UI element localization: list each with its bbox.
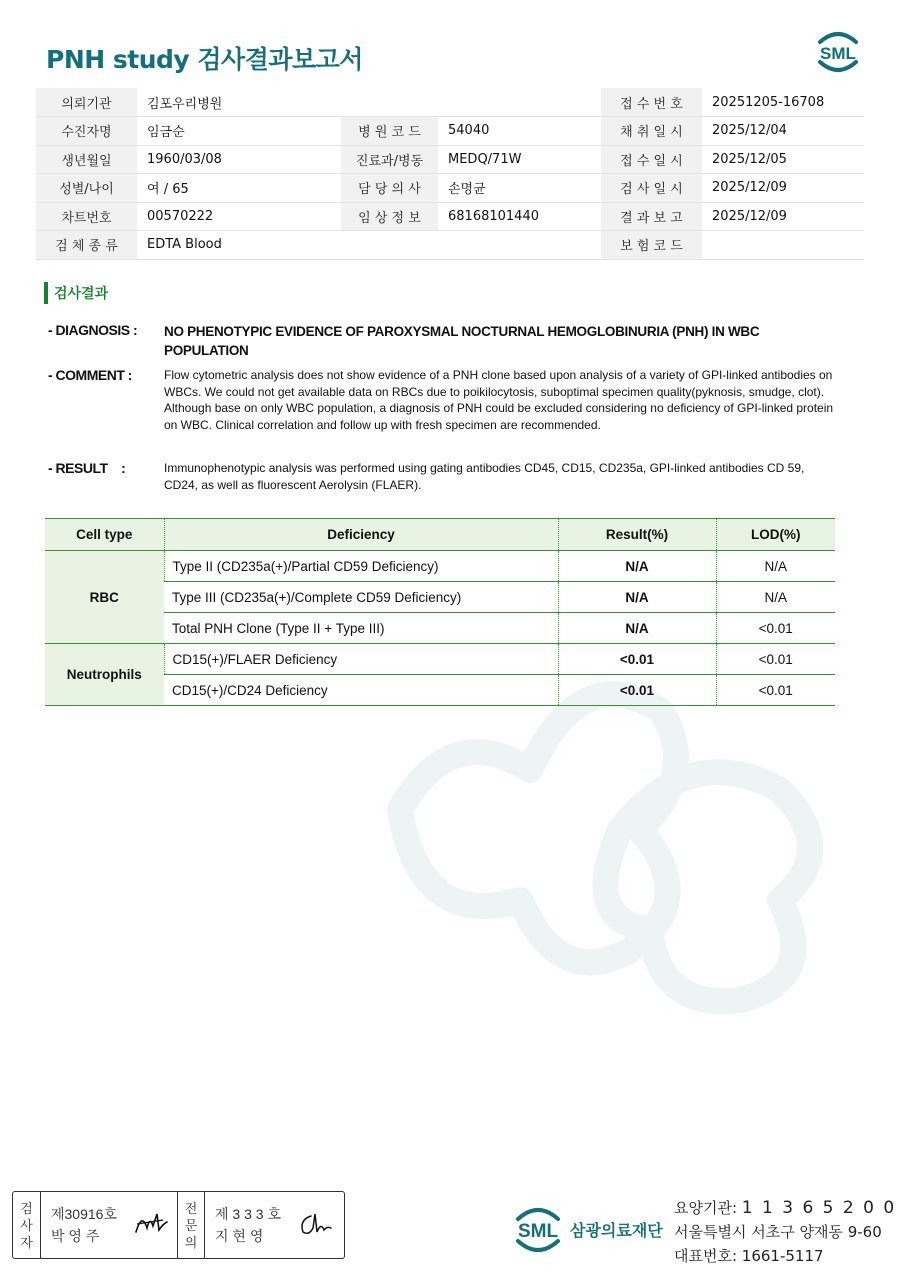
examiner-signature bbox=[133, 1206, 169, 1240]
info-label: 병 원 코 드 bbox=[341, 117, 438, 146]
specialist-label-char: 전 bbox=[184, 1200, 198, 1216]
examiner-name: 박 영 주 bbox=[51, 1228, 100, 1244]
info-row bbox=[36, 231, 864, 260]
specialist-signature bbox=[297, 1206, 333, 1240]
comment-row bbox=[48, 367, 838, 434]
result-value: N/A bbox=[558, 613, 716, 644]
comment-label: - COMMENT : bbox=[48, 367, 132, 383]
results-row bbox=[45, 551, 835, 582]
info-value: 2025/12/09 bbox=[702, 174, 864, 203]
info-label: 검 체 종 류 bbox=[36, 231, 137, 260]
deficiency: Type II (CD235a(+)/Partial CD59 Deficiency) bbox=[164, 551, 558, 582]
info-label: 진료과/병동 bbox=[341, 145, 438, 174]
info-row bbox=[36, 202, 864, 231]
deficiency: Type III (CD235a(+)/Complete CD59 Deficiency) bbox=[164, 582, 558, 613]
patient-info-table bbox=[36, 88, 864, 260]
footer-sml-logo bbox=[510, 1201, 566, 1257]
phone-number: 1661-5117 bbox=[741, 1247, 824, 1265]
results-header-row bbox=[45, 519, 835, 551]
info-value: 2025/12/05 bbox=[702, 145, 864, 174]
info-value: EDTA Blood bbox=[137, 231, 341, 260]
lod-value: <0.01 bbox=[716, 675, 835, 706]
results-row bbox=[45, 644, 835, 675]
report-title: PNH study 검사결과보고서 bbox=[46, 45, 363, 74]
org-address: 서울특별시 서초구 양재동 9-60 bbox=[674, 1223, 882, 1241]
lod-value: <0.01 bbox=[716, 644, 835, 675]
phone-label: 대표번호: bbox=[674, 1247, 742, 1265]
info-value bbox=[702, 231, 864, 260]
info-label: 보 험 코 드 bbox=[601, 231, 702, 260]
care-code-label: 요양기관: bbox=[674, 1199, 742, 1217]
header-cell-type: Cell type bbox=[45, 519, 164, 551]
care-code-line bbox=[674, 1196, 896, 1220]
info-label: 결 과 보 고 bbox=[601, 202, 702, 231]
results-table bbox=[45, 518, 835, 706]
info-value: 김포우리병원 bbox=[137, 88, 341, 117]
deficiency: CD15(+)/CD24 Deficiency bbox=[164, 675, 558, 706]
examiner-label-char: 사 bbox=[20, 1217, 33, 1233]
examiner-license: 제30916호 bbox=[51, 1206, 117, 1222]
diagnosis-row bbox=[48, 322, 838, 360]
info-value: 2025/12/09 bbox=[702, 202, 864, 231]
info-label: 채 취 일 시 bbox=[601, 117, 702, 146]
lod-value: N/A bbox=[716, 551, 835, 582]
section-bar bbox=[44, 282, 48, 304]
specialist-license: 제 3 3 3 호 bbox=[215, 1206, 281, 1222]
section-heading bbox=[44, 282, 108, 304]
info-label: 의뢰기관 bbox=[36, 88, 137, 117]
sml-logo bbox=[812, 28, 864, 74]
info-label: 성별/나이 bbox=[36, 174, 137, 203]
footer-logo-text: SML bbox=[517, 1221, 559, 1242]
info-value: 68168101440 bbox=[438, 202, 601, 231]
diagnosis-text: NO PHENOTYPIC EVIDENCE OF PAROXYSMAL NOCTURNAL HEMOGLOBINURIA (PNH) IN WBC POPULATION bbox=[164, 324, 760, 358]
info-value: 여 / 65 bbox=[137, 174, 341, 203]
info-row bbox=[36, 145, 864, 174]
info-label: 담 당 의 사 bbox=[341, 174, 438, 203]
cell-type: RBC bbox=[45, 551, 164, 644]
info-label: 접 수 일 시 bbox=[601, 145, 702, 174]
specialist-name: 지 현 영 bbox=[215, 1228, 264, 1244]
comment-text: Flow cytometric analysis does not show evidence of a PNH clone based upon analysis of a variety of GPI-linked antibodies on WBCs. We could not get available data on RBCs due to poikilocytosis, suboptimal specimen quality(pyknosis, smudge, clot). Although base on only WBC population, a diagnosis of PNH could be excluded considering no deficiency of GPI-linked protein on WBC. Clinical correlation and follow up with fresh specimen are recommended. bbox=[164, 368, 834, 433]
info-row bbox=[36, 88, 864, 117]
info-label: 임 상 정 보 bbox=[341, 202, 438, 231]
cell-type: Neutrophils bbox=[45, 644, 164, 706]
phone-line bbox=[674, 1244, 896, 1268]
sml-logo-text: SML bbox=[820, 44, 856, 63]
examiner-label-char: 자 bbox=[20, 1234, 33, 1250]
examiner-block bbox=[41, 1192, 177, 1258]
info-label: 접 수 번 호 bbox=[601, 88, 702, 117]
info-value: 손명균 bbox=[438, 174, 601, 203]
results-row bbox=[45, 675, 835, 706]
examiner-label bbox=[13, 1192, 41, 1258]
info-label: 수진자명 bbox=[36, 117, 137, 146]
info-value: 2025/12/04 bbox=[702, 117, 864, 146]
info-label bbox=[341, 88, 438, 117]
info-row bbox=[36, 117, 864, 146]
info-value: 54040 bbox=[438, 117, 601, 146]
header-lod: LOD(%) bbox=[716, 519, 835, 551]
specialist-label-char: 의 bbox=[184, 1234, 198, 1250]
care-code: 1 1 3 6 5 2 0 0 bbox=[741, 1198, 897, 1218]
specialist-block bbox=[205, 1192, 341, 1258]
results-row bbox=[45, 613, 835, 644]
result-value: <0.01 bbox=[558, 644, 716, 675]
lod-value: <0.01 bbox=[716, 613, 835, 644]
info-label bbox=[341, 231, 438, 260]
section-heading-text: 검사결과 bbox=[54, 286, 109, 302]
diagnosis-label: - DIAGNOSIS : bbox=[48, 322, 138, 338]
specialist-label-char: 문 bbox=[184, 1217, 198, 1233]
examiner-label-char: 검 bbox=[20, 1200, 33, 1216]
info-label: 차트번호 bbox=[36, 202, 137, 231]
signature-box bbox=[12, 1191, 345, 1259]
lod-value: N/A bbox=[716, 582, 835, 613]
footer-logo bbox=[510, 1200, 665, 1258]
header-deficiency: Deficiency bbox=[164, 519, 558, 551]
result-row bbox=[48, 460, 838, 493]
info-value bbox=[438, 231, 601, 260]
info-value: 1960/03/08 bbox=[137, 145, 341, 174]
info-value: 20251205-16708 bbox=[702, 88, 864, 117]
result-value: N/A bbox=[558, 582, 716, 613]
org-address-block bbox=[674, 1196, 896, 1268]
info-value: 임금순 bbox=[137, 117, 341, 146]
info-value: 00570222 bbox=[137, 202, 341, 231]
deficiency: Total PNH Clone (Type II + Type III) bbox=[164, 613, 558, 644]
deficiency: CD15(+)/FLAER Deficiency bbox=[164, 644, 558, 675]
specialist-label bbox=[177, 1192, 205, 1258]
header-result: Result(%) bbox=[558, 519, 716, 551]
info-row bbox=[36, 174, 864, 203]
result-text: Immunophenotypic analysis was performed using gating antibodies CD45, CD15, CD235a, GPI-linked antibodies CD 59, CD24, as well as fluorescent Aerolysin (FLAER). bbox=[164, 461, 805, 492]
result-value: N/A bbox=[558, 551, 716, 582]
result-value: <0.01 bbox=[558, 675, 716, 706]
info-label: 생년월일 bbox=[36, 145, 137, 174]
org-name: 삼광의료재단 bbox=[570, 1220, 663, 1240]
info-value: MEDQ/71W bbox=[438, 145, 601, 174]
result-label: - RESULT : bbox=[48, 460, 126, 476]
info-value bbox=[438, 88, 601, 117]
info-label: 검 사 일 시 bbox=[601, 174, 702, 203]
results-row bbox=[45, 582, 835, 613]
